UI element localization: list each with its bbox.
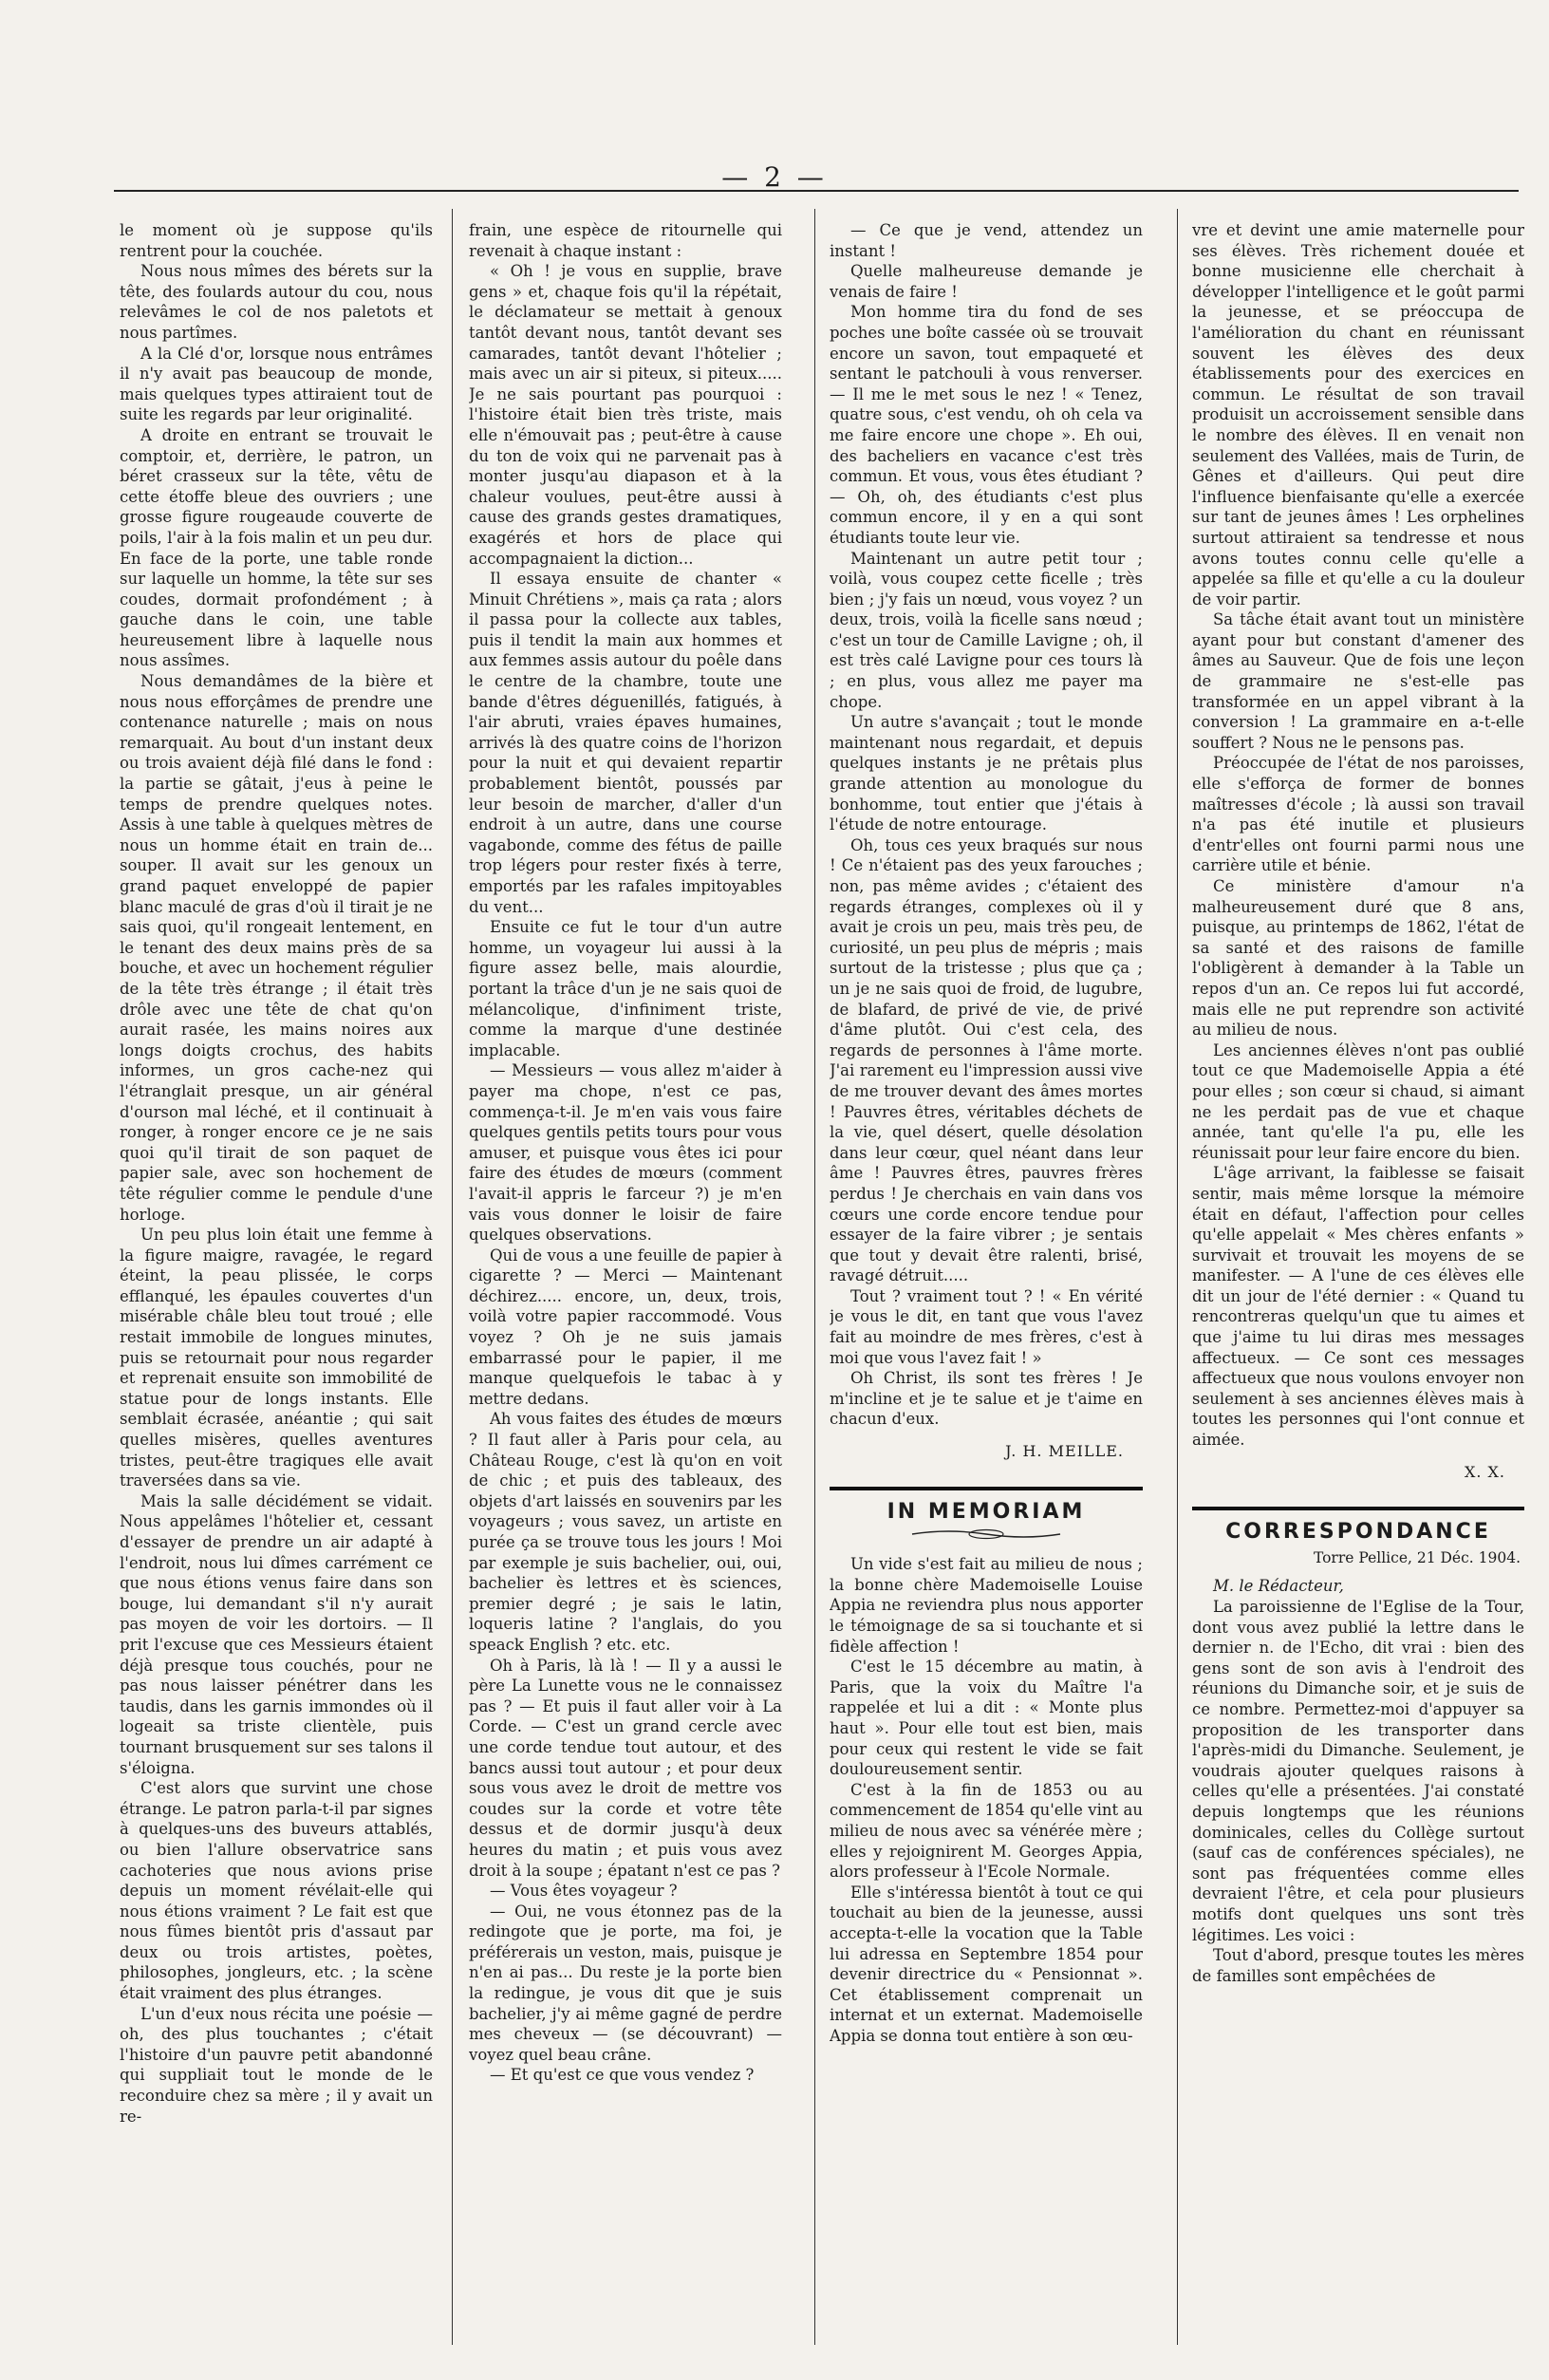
section-rule: [830, 1487, 1143, 1490]
paragraph: frain, une espèce de ritournelle qui revenait à chaque instant :: [469, 221, 782, 260]
paragraph: — Oui, ne vous étonnez pas de la redingote que je porte, ma foi, je préférerais un veston, mais, puisque je n'en ai pas... Du reste je la porte bien la redingue, je vous dit que je suis bachelier, j'y ai même gagné de perdre mes cheveux — (se découvrant) — voyez quel beau crâne.: [469, 1902, 782, 2064]
paragraph: — Et qu'est ce que vous vendez ?: [490, 2066, 755, 2085]
paragraph: Un autre s'avançait ; tout le monde maintenant nous regardait, et depuis quelques instants je ne prêtais plus grande attention au monologue du bonhomme, tout entier que j'étais à l'étude de notre entourage.: [830, 713, 1143, 834]
column-1: [120, 220, 433, 2347]
paragraph: Tout d'abord, presque toutes les mères de familles sont empêchées de: [1192, 1946, 1524, 1985]
paragraph: Maintenant un autre petit tour ; voilà, vous coupez cette ficelle ; très bien ; j'y fais un nœud, vous voyez ? un deux, trois, voilà la ficelle sans nœud ; c'est un tour de Camille Lavigne ; oh, il est très calé Lavigne pour ces tours là ; en plus, vous allez me payer ma chope.: [830, 549, 1143, 711]
section-title: IN MEMORIAM: [886, 1499, 1086, 1524]
paragraph: Oh à Paris, là là ! — Il y a aussi le père La Lunette vous ne le connaissez pas ? — Et puis il faut aller voir à La Corde. — C'est un grand cercle avec une corde tendue tout autour, et des bancs aussi tout autour ; et pour deux sous vous avez le droit de mettre vos coudes sur la corde et votre tête dessus et de dormir jusqu'à deux heures du matin ; et puis vous avez droit à la soupe ; épatant n'est ce pas ?: [469, 1656, 782, 1880]
paragraph: A la Clé d'or, lorsque nous entrâmes il n'y avait pas beaucoup de monde, mais quelques types attiraient tout de suite les regards par leur originalité.: [120, 344, 433, 424]
salutation: M. le Rédacteur,: [1213, 1577, 1344, 1596]
paragraph: — Vous êtes voyageur ?: [490, 1882, 678, 1901]
paragraph: Ensuite ce fut le tour d'un autre homme, un voyageur lui aussi à la figure assez belle, mais alourdie, portant la trâce d'un je ne sais quoi de mélancolique, d'infiniment triste, comme la marque d'une destinée implacable.: [469, 918, 782, 1059]
paragraph: « Oh ! je vous en supplie, brave gens » et, chaque fois qu'il la répétait, le déclamateur se mettait à genoux tantôt devant nous, tantôt devant ses camarades, tantôt devant l'hôtelier ; mais avec un air si piteux, si piteux..... Je ne sais pourtant pas pourquoi : l'histoire était bien très triste, mais elle n'émouvait pas ; peut-être à cause du ton de voix qui ne parvenait pas à monter jusqu'au diapason et à la chaleur voulues, peut-être aussi à cause des grands gestes dramatiques, exagérés et hors de place qui accompagnaient la diction...: [469, 262, 782, 568]
paragraph: C'est à la fin de 1853 ou au commencement de 1854 qu'elle vint au milieu de nous avec sa vénérée mère ; elles y rejoignirent M. Georges Appia, alors professeur à l'Ecole Normale.: [830, 1780, 1143, 1882]
paragraph: Tout ? vraiment tout ? ! « En vérité je vous le dit, en tant que vous l'avez fait au moindre de mes frères, c'est à moi que vous l'avez fait ! »: [830, 1286, 1143, 1367]
paragraph: vre et devint une amie maternelle pour ses élèves. Très richement douée et bonne musicienne elle cherchait à développer l'intelligence et le goût parmi la jeunesse, et se préoccupa de l'amélioration du chant en réunissant souvent les élèves des deux établissements pour des exercices en commun. Le résultat de son travail produisit un accroissement sensible dans le nombre des élèves. Il en venait non seulement des Vallées, mais de Turin, de Gênes et d'ailleurs. Qui peut dire l'influence bienfaisante qu'elle a exercée sur tant de jeunes âmes ! Les orphelines surtout attiraient sa tendresse et nous avons toutes connu celle qu'elle a appelée sa fille et qu'elle a cu la douleur de voir partir.: [1192, 221, 1524, 609]
paragraph: L'un d'eux nous récita une poésie — oh, des plus touchantes ; c'était l'histoire d'un pauvre petit abandonné qui suppliait tout le monde de le reconduire chez sa mère ; il y avait un re-: [120, 2004, 433, 2126]
paragraph: Elle s'intéressa bientôt à tout ce qui touchait au bien de la jeunesse, aussi accepta-t-elle la vocation que la Table lui adressa en Septembre 1854 pour devenir directrice du « Pensionnat ». Cet établissement comprenait un internat et un externat. Mademoiselle Appia se donna tout entière à son œu-: [830, 1883, 1143, 2045]
paragraph: Oh Christ, ils sont tes frères ! Je m'incline et je te salue et je t'aime en chacun d'eux.: [830, 1369, 1143, 1429]
section-title: CORRESPONDANCE: [1225, 1520, 1491, 1545]
dateline: Torre Pellice, 21 Déc. 1904.: [1313, 1548, 1521, 1566]
column-4: [1192, 220, 1524, 2347]
page-number: — 2 —: [721, 161, 828, 193]
header-rule: [114, 190, 1519, 192]
paragraph: Nous nous mîmes des bérets sur la tête, des foulards autour du cou, nous relevâmes le col de nos paletots et nous partîmes.: [120, 262, 433, 342]
paragraph: Nous demandâmes de la bière et nous nous efforçâmes de prendre une contenance naturelle ; mais on nous remarquait. Au bout d'un instant deux ou trois avaient déjà filé dans le fond : la partie se gâtait, j'eus à peine le temps de prendre quelques notes. Assis à une table à quelques mètres de nous un homme était en train de... souper. Il avait sur les genoux un grand paquet enveloppé de papier blanc maculé de gras d'où il tirait je ne sais quoi, qu'il rongeait lentement, en le tenant des deux mains près de sa bouche, et avec un hochement régulier de la tête très étrange ; il était très drôle avec une tête de chat qu'on aurait rasée, les mains noires aux longs doigts crochus, des habits informes, un gros cache-nez qui l'étranglait presque, un air général d'ourson mal léché, et il continuait à ronger, à ronger encore ce je ne sais quoi qu'il tirait de son paquet de papier sale, avec son hochement de tête régulier comme le pendule d'une horloge.: [120, 672, 433, 1224]
paragraph: — Messieurs — vous allez m'aider à payer ma chope, n'est ce pas, commença-t-il. Je m'en vais vous faire quelques gentils petits tours pour vous amuser, et puisque vous êtes ici pour faire des études de mœurs (comment l'avait-il appris le farceur ?) je m'en vais vous donner le loisir de faire quelques observations.: [469, 1061, 782, 1245]
signature: J. H. MEILLE.: [1005, 1442, 1124, 1461]
paragraph: Qui de vous a une feuille de papier à cigarette ? — Merci — Maintenant déchirez..... encore, un, deux, trois, voilà votre papier raccommodé. Vous voyez ? Oh je ne suis jamais embarrassé pour le papier, il me manque quelquefois le tabac à y mettre dedans.: [469, 1246, 782, 1408]
paragraph: Ah vous faites des études de mœurs ? Il faut aller à Paris pour cela, au Château Rouge, c'est là qu'on en voit de chic ; et puis des tableaux, des objets d'art laissés en souvenirs par les voyageurs ; vous savez, un artiste en purée ça se trouve tous les jours ! Moi par exemple je suis bachelier, oui, oui, bachelier ès lettres et ès sciences, premier degré ; je sais le latin, loqueris latine ? l'anglais, do you speack English ? etc. etc.: [469, 1410, 782, 1654]
paragraph: Un peu plus loin était une femme à la figure maigre, ravagée, le regard éteint, la peau plissée, le corps efflanqué, les épaules couvertes d'un misérable châle bleu tout troué ; elle restait immobile de longues minutes, puis se retournait pour nous regarder et reprenait ensuite son immobilité de statue pour de longs instants. Elle semblait écrasée, anéantie ; qui sait quelles misères, quelles aventures tristes, peut-être tragiques elle avait traversées dans sa vie.: [120, 1226, 433, 1490]
paragraph: — Ce que je vend, attendez un instant !: [830, 221, 1143, 260]
paragraph: Ce ministère d'amour n'a malheureusement duré que 8 ans, puisque, au printemps de 1862, l'état de sa santé et des raisons de famille l'obligèrent à demander à la Table un repos d'un an. Ce repos lui fut accordé, mais elle ne put reprendre son activité au milieu de nous.: [1192, 877, 1524, 1040]
paragraph: Mon homme tira du fond de ses poches une boîte cassée où se trouvait encore un savon, tout empaqueté et sentant le patchouli à vous renverser. — Il me le met sous le nez ! « Tenez, quatre sous, c'est vendu, oh oh cela va me faire encore une chope ». Eh oui, des bacheliers en vacance c'est très commun. Et vous, vous êtes étudiant ? — Oh, oh, des étudiants c'est plus commun encore, il y en a qui sont étudiants toute leur vie.: [830, 303, 1143, 547]
paragraph: A droite en entrant se trouvait le comptoir, et, derrière, le patron, un béret crasseux sur la tête, vêtu de cette étoffe bleue des ouvriers ; une grosse figure rougeaude couverte de poils, l'air à la fois malin et un peu dur. En face de la porte, une table ronde sur laquelle un homme, la tête sur ses coudes, dormait profondément ; à gauche dans le coin, une table heureusement libre à laquelle nous nous assîmes.: [120, 425, 433, 670]
signature: X. X.: [1464, 1462, 1505, 1481]
paragraph: Mais la salle décidément se vidait. Nous appelâmes l'hôtelier et, cessant d'essayer de prendre un air adapté à l'endroit, nous lui dîmes carrément ce que nous étions venus faire dans son bouge, lui demandant s'il n'y aurait pas moyen de voir les dortoirs. — Il prit l'excuse que ces Messieurs étaient déjà presque tous couchés, pour ne pas nous laisser pénétrer dans les taudis, dans les garnis immondes où il logeait sa triste clientèle, puis tournant brusquement sur ses talons il s'éloigna.: [120, 1491, 433, 1777]
paragraph: L'âge arrivant, la faiblesse se faisait sentir, mais même lorsque la mémoire était en défaut, l'affection pour celles qu'elle appelait « Mes chères enfants » survivait et trouvait les moyens de se manifester. — A l'une de ces élèves elle dit un jour de l'été dernier : « Quand tu rencontreras quelqu'un que tu aimes et que j'aime tu lui diras mes messages affectueux. — Ce sont ces messages affectueux que nous voulons envoyer non seulement à ses anciennes élèves mais à toutes les personnes qui l'ont connue et aimée.: [1192, 1164, 1524, 1450]
paragraph: Sa tâche était avant tout un ministère ayant pour but constant d'amener des âmes au Sauveur. Que de fois une leçon de grammaire ne s'est-elle pas transformée en un appel vibrant à la conversion ! La grammaire en a-t-elle souffert ? Nous ne le pensons pas.: [1192, 610, 1524, 752]
column-divider: [1177, 209, 1178, 2345]
column-divider: [452, 209, 453, 2345]
paragraph: Un vide s'est fait au milieu de nous ; la bonne chère Mademoiselle Louise Appia ne reviendra plus nous apporter le témoignage de sa si touchante et si fidèle affection !: [830, 1555, 1143, 1656]
column-2: [469, 220, 782, 2347]
ornament-icon: [910, 1527, 1062, 1541]
paragraph: Oh, tous ces yeux braqués sur nous ! Ce n'étaient pas des yeux farouches ; non, pas même avides ; c'étaient des regards étranges, complexes où il y avait je crois un peu, mais très peu, de curiosité, un peu plus de mépris ; mais surtout de la tristesse ; plus que ça ; un je ne sais quoi de froid, de lugubre, de blafard, de privé de vie, de privé d'âme plutôt. Oui c'est cela, des regards de personnes à l'âme morte. J'ai rarement eu l'impression aussi vive de me trouver devant des âmes mortes ! Pauvres êtres, véritables déchets de la vie, quel désert, quelle désolation dans leur cœur, quel néant dans leur âme ! Pauvres êtres, pauvres frères perdus ! Je cherchais en vain dans vos cœurs une corde encore tendue pour essayer de la faire vibrer ; je sentais que tout y devait être ralenti, brisé, ravagé détruit.....: [830, 835, 1143, 1285]
paragraph: C'est alors que survint une chose étrange. Le patron parla-t-il par signes à quelques-uns des buveurs attablés, ou bien l'allure observatrice sans cachoteries que nous avions prise depuis un moment révélait-elle qui nous étions vraiment ? Le fait est que nous fûmes bientôt pris d'assaut par deux ou trois artistes, poètes, philosophes, jongleurs, etc. ; la scène était vraiment des plus étranges.: [120, 1779, 433, 2003]
column-divider: [814, 209, 815, 2345]
section-rule: [1192, 1507, 1524, 1510]
paragraph: C'est le 15 décembre au matin, à Paris, que la voix du Maître l'a rappelée et lui a dit : « Monte plus haut ». Pour elle tout est bien, mais pour ceux qui restent le vide se fait douloureusement sentir.: [830, 1658, 1143, 1779]
paragraph: La paroissienne de l'Eglise de la Tour, dont vous avez publié la lettre dans le dernier n. de l'Echo, dit vrai : bien des gens sont de son avis à l'endroit des réunions du Dimanche soir, et je suis de ce nombre. Permettez-moi d'appuyer sa proposition de les transporter dans l'après-midi du Dimanche. Seulement, je voudrais ajouter quelques raisons à celles qu'elle a présentées. J'ai constaté depuis longtemps que les réunions dominicales, celles du Collège surtout (sauf cas de conférences spéciales), ne sont pas fréquentées comme elles devraient l'être, et cela pour plusieurs motifs dont quelques uns sont très légitimes. Les voici :: [1192, 1598, 1524, 1944]
paragraph: le moment où je suppose qu'ils rentrent pour la couchée.: [120, 221, 433, 260]
paragraph: Préoccupée de l'état de nos paroisses, elle s'efforça de former de bonnes maîtresses d'école ; là aussi son travail n'a pas été inutile et plusieurs d'entr'elles ont fourni parmi nous une carrière utile et bénie.: [1192, 754, 1524, 875]
paragraph: Quelle malheureuse demande je venais de faire !: [830, 262, 1143, 301]
paragraph: Il essaya ensuite de chanter « Minuit Chrétiens », mais ça rata ; alors il passa pour la collecte aux tables, puis il tendit la main aux hommes et aux femmes assis autour du poêle dans le centre de la chambre, toute une bande d'êtres déguenillés, fatigués, à l'air abruti, vraies épaves humaines, arrivés là des quatre coins de l'horizon pour la nuit et qui devaient repartir probablement bientôt, poussés par leur besoin de marcher, d'aller d'un endroit à un autre, dans une course vagabonde, comme des fétus de paille trop légers pour rester fixés à terre, emportés par les rafales impitoyables du vent...: [469, 570, 782, 916]
paragraph: Les anciennes élèves n'ont pas oublié tout ce que Mademoiselle Appia a été pour elles ; son cœur si chaud, si aimant ne les perdait pas de vue et chaque année, tant qu'elle l'a pu, elle les réunissait pour leur faire encore du bien.: [1192, 1040, 1524, 1162]
column-3: [830, 220, 1143, 2347]
